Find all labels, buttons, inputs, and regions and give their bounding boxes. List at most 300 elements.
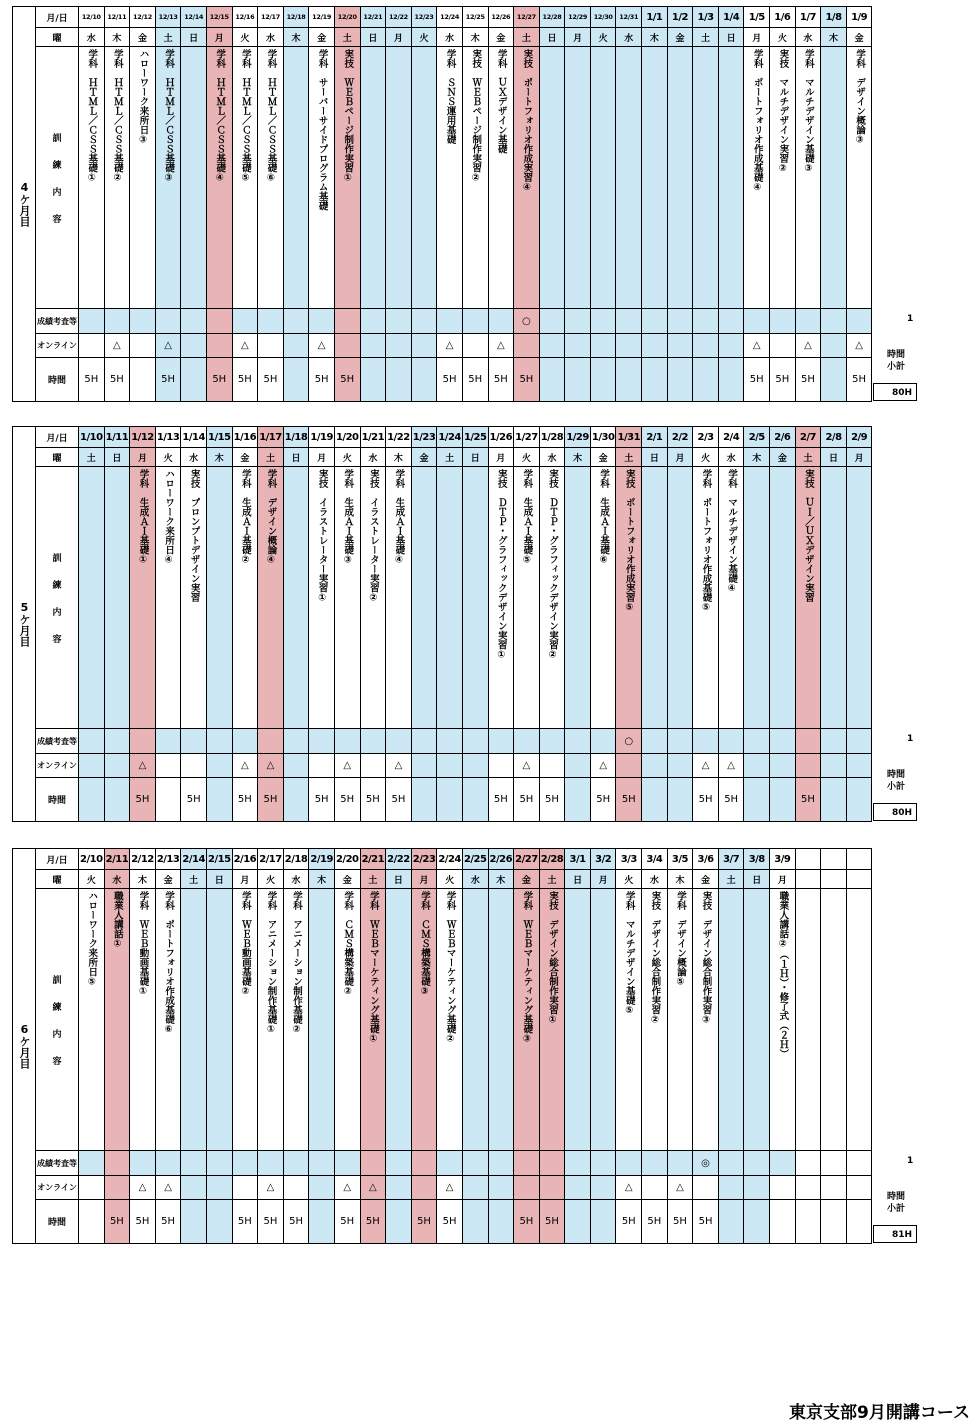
training-content: 学科 ＷＥＢ動画基礎① [137, 891, 149, 997]
date-cell: 1/3 [693, 7, 719, 28]
hours-cell [770, 778, 796, 822]
exam-cell [590, 729, 616, 754]
content-cell [334, 889, 360, 1151]
exam-cell [770, 729, 796, 754]
online-cell [616, 334, 642, 358]
content-cell [437, 467, 463, 729]
hours-cell: 5H [437, 358, 463, 402]
dow-cell: 土 [79, 448, 105, 467]
training-content: 実技 ＤＴＰ・グラフィックデザイン実習② [546, 469, 558, 661]
empty-cell [795, 849, 821, 870]
date-cell: 1/9 [846, 7, 872, 28]
hours-cell [539, 358, 565, 402]
row-label-content-char: 練 [52, 1002, 62, 1013]
content-cell [309, 47, 335, 309]
exam-cell [104, 729, 130, 754]
date-cell: 12/22 [386, 7, 412, 28]
online-cell: △ [616, 1176, 642, 1200]
online-cell [309, 1176, 335, 1200]
online-cell [206, 754, 232, 778]
online-cell: △ [437, 334, 463, 358]
online-cell [590, 1176, 616, 1200]
exam-cell [693, 729, 719, 754]
hours-cell: 5H [309, 358, 335, 402]
online-cell: △ [155, 1176, 181, 1200]
online-cell [437, 754, 463, 778]
content-cell [411, 889, 437, 1151]
row-label-date: 月/日 [36, 849, 79, 870]
exam-cell [667, 1151, 693, 1176]
hours-cell [411, 778, 437, 822]
content-cell [693, 467, 719, 729]
date-cell: 12/18 [283, 7, 309, 28]
online-cell [488, 754, 514, 778]
schedule-table [12, 848, 872, 1244]
row-label-content-char: 容 [52, 1056, 62, 1067]
date-cell: 12/11 [104, 7, 130, 28]
date-cell: 1/30 [590, 427, 616, 448]
content-cell [488, 47, 514, 309]
row-label-exam: 成績考査等 [36, 309, 79, 334]
exam-cell [539, 1151, 565, 1176]
subtotal-hours: 80H [873, 803, 917, 821]
date-cell: 12/25 [462, 7, 488, 28]
content-cell [155, 889, 181, 1151]
online-cell [283, 754, 309, 778]
date-cell: 3/6 [693, 849, 719, 870]
training-content: 学科 ＳＮＳ運用基礎 [444, 49, 456, 144]
hours-cell: 5H [846, 358, 872, 402]
hours-cell: 5H [258, 1200, 284, 1244]
row-label-content [36, 889, 79, 1151]
online-cell [565, 1176, 591, 1200]
dow-cell: 月 [130, 448, 156, 467]
exam-cell [334, 729, 360, 754]
date-cell: 12/13 [155, 7, 181, 28]
training-content: 学科 マルチデザイン基礎④ [726, 469, 738, 594]
exam-cell [79, 309, 105, 334]
training-content: 学科 ＨＴＭＬ／ＣＳＳ基礎⑥ [265, 49, 277, 184]
dow-cell: 土 [539, 870, 565, 889]
online-cell [462, 1176, 488, 1200]
training-content: 実技 ポートフォリオ作成実習④ [521, 49, 533, 193]
hours-cell: 5H [744, 358, 770, 402]
training-content: 学科 マルチデザイン基礎⑤ [623, 891, 635, 1016]
date-cell: 12/28 [539, 7, 565, 28]
content-cell [744, 467, 770, 729]
empty-cell [795, 1200, 821, 1244]
training-content: 学科 ＷＥＢ動画基礎② [239, 891, 251, 997]
date-cell: 2/7 [795, 427, 821, 448]
dow-cell: 月 [232, 870, 258, 889]
row-label-content-char: 訓 [52, 975, 62, 986]
dow-cell: 土 [718, 870, 744, 889]
online-cell [642, 1176, 668, 1200]
hours-cell: 5H [258, 358, 284, 402]
hours-cell: 5H [514, 358, 540, 402]
hours-cell [411, 358, 437, 402]
training-content: 実技 ＷＥＢページ制作実習① [342, 49, 354, 184]
date-cell: 12/29 [565, 7, 591, 28]
content-cell [386, 47, 412, 309]
dow-cell: 日 [642, 448, 668, 467]
date-cell: 2/24 [437, 849, 463, 870]
dow-cell: 月 [411, 870, 437, 889]
dow-cell: 日 [283, 448, 309, 467]
online-cell [539, 1176, 565, 1200]
month-label [13, 427, 36, 822]
subtotal-label-line1: 時間 [886, 350, 905, 360]
date-cell: 2/4 [718, 427, 744, 448]
exam-cell [539, 309, 565, 334]
hours-cell [693, 358, 719, 402]
dow-cell: 月 [590, 870, 616, 889]
row-label-date: 月/日 [36, 7, 79, 28]
content-cell [181, 467, 207, 729]
dow-cell: 火 [514, 448, 540, 467]
dow-cell: 日 [104, 448, 130, 467]
dow-cell: 月 [846, 448, 872, 467]
date-cell: 2/5 [744, 427, 770, 448]
content-cell [488, 467, 514, 729]
empty-cell [846, 1200, 872, 1244]
hours-cell: 5H [206, 358, 232, 402]
content-cell [130, 889, 156, 1151]
dow-cell: 月 [309, 448, 335, 467]
content-cell [360, 889, 386, 1151]
hours-cell [79, 1200, 105, 1244]
dow-cell: 月 [667, 448, 693, 467]
online-cell [283, 1176, 309, 1200]
dow-cell: 水 [616, 28, 642, 47]
dow-cell: 日 [821, 448, 847, 467]
hours-cell: 5H [514, 1200, 540, 1244]
content-cell [206, 889, 232, 1151]
exam-cell [744, 309, 770, 334]
online-cell: △ [437, 1176, 463, 1200]
hours-cell [770, 1200, 796, 1244]
date-cell: 1/13 [155, 427, 181, 448]
hours-cell: 5H [386, 778, 412, 822]
content-cell [565, 889, 591, 1151]
dow-cell: 木 [206, 448, 232, 467]
hours-cell [283, 358, 309, 402]
exam-cell [718, 309, 744, 334]
schedule-table [12, 426, 872, 822]
dow-cell: 水 [462, 870, 488, 889]
dow-cell: 日 [360, 28, 386, 47]
row-label-online: オンライン [36, 334, 79, 358]
subtotal-label [874, 1191, 918, 1215]
online-cell: △ [488, 334, 514, 358]
date-cell: 2/13 [155, 849, 181, 870]
dow-cell: 火 [334, 448, 360, 467]
exam-cell [411, 309, 437, 334]
online-cell [642, 334, 668, 358]
content-cell [130, 467, 156, 729]
date-cell: 1/25 [462, 427, 488, 448]
exam-cell [334, 1151, 360, 1176]
exam-cell [616, 309, 642, 334]
date-cell: 12/31 [616, 7, 642, 28]
date-cell: 1/18 [283, 427, 309, 448]
training-content: 学科 ＷＥＢマーケティング基礎① [367, 891, 379, 1045]
dow-cell: 金 [130, 28, 156, 47]
date-cell: 2/20 [334, 849, 360, 870]
online-cell [693, 334, 719, 358]
online-cell: △ [258, 1176, 284, 1200]
dow-cell: 水 [258, 28, 284, 47]
training-content: 学科 ポートフォリオ作成基礎④ [751, 49, 763, 193]
month-label [13, 7, 36, 402]
row-label-content-char: 練 [52, 580, 62, 591]
online-cell [360, 754, 386, 778]
date-cell: 12/27 [514, 7, 540, 28]
exam-cell [539, 729, 565, 754]
hours-cell [386, 358, 412, 402]
online-cell [411, 754, 437, 778]
dow-cell: 金 [693, 870, 719, 889]
content-cell [232, 47, 258, 309]
dow-cell: 金 [846, 28, 872, 47]
content-cell [718, 889, 744, 1151]
hours-cell: 5H [437, 1200, 463, 1244]
online-cell [616, 754, 642, 778]
training-content: 学科 生成ＡＩ基礎⑤ [521, 469, 533, 566]
content-cell [386, 889, 412, 1151]
training-content: 学科 ＨＴＭＬ／ＣＳＳ基礎② [111, 49, 123, 184]
dow-cell: 月 [206, 28, 232, 47]
hours-cell: 5H [590, 778, 616, 822]
content-cell [258, 467, 284, 729]
date-cell: 12/12 [130, 7, 156, 28]
online-cell: △ [693, 754, 719, 778]
dow-cell: 火 [155, 448, 181, 467]
content-cell [437, 889, 463, 1151]
content-cell [590, 889, 616, 1151]
exam-cell [283, 1151, 309, 1176]
exam-cell [104, 1151, 130, 1176]
training-content: 学科 サーバーサイドプログラム基礎 [316, 49, 328, 211]
exam-cell [795, 309, 821, 334]
hours-cell: 5H [283, 1200, 309, 1244]
content-cell [539, 47, 565, 309]
online-cell [821, 334, 847, 358]
content-cell [667, 467, 693, 729]
content-cell [104, 47, 130, 309]
dow-cell: 日 [539, 28, 565, 47]
dow-cell: 水 [283, 870, 309, 889]
content-cell [488, 889, 514, 1151]
date-cell: 1/31 [616, 427, 642, 448]
date-cell: 2/18 [283, 849, 309, 870]
online-cell [770, 1176, 796, 1200]
month-label-text: 5ケ月目 [18, 601, 31, 647]
hours-cell [104, 778, 130, 822]
row-label-hours: 時間 [36, 358, 79, 402]
hours-cell [488, 1200, 514, 1244]
hours-cell [130, 358, 156, 402]
content-cell [642, 47, 668, 309]
dow-cell: 金 [309, 28, 335, 47]
date-cell: 2/19 [309, 849, 335, 870]
exam-cell [386, 729, 412, 754]
exam-cell [770, 1151, 796, 1176]
row-label-date: 月/日 [36, 427, 79, 448]
exam-cell [462, 729, 488, 754]
dow-cell: 木 [130, 870, 156, 889]
hours-cell [360, 358, 386, 402]
date-cell: 12/23 [411, 7, 437, 28]
training-content: ハローワーク来所日③ [137, 49, 149, 146]
online-cell [334, 334, 360, 358]
content-cell [590, 47, 616, 309]
date-cell: 1/7 [795, 7, 821, 28]
date-cell: 3/2 [590, 849, 616, 870]
date-cell: 12/24 [437, 7, 463, 28]
training-content: 実技 マルチデザイン実習② [777, 49, 789, 174]
online-cell: △ [309, 334, 335, 358]
content-cell [232, 467, 258, 729]
date-cell: 1/21 [360, 427, 386, 448]
training-content: 学科 ＣＭＳ構築基礎③ [419, 891, 431, 997]
online-cell [539, 334, 565, 358]
empty-cell [821, 889, 847, 1151]
exam-cell [155, 1151, 181, 1176]
empty-cell [846, 870, 872, 889]
hours-cell: 5H [232, 358, 258, 402]
online-cell [667, 754, 693, 778]
exam-cell [206, 309, 232, 334]
date-cell: 2/2 [667, 427, 693, 448]
exam-cell [488, 729, 514, 754]
dow-cell: 水 [642, 870, 668, 889]
subtotal-label-line1: 時間 [886, 1192, 905, 1202]
dow-cell: 水 [539, 448, 565, 467]
content-cell [770, 889, 796, 1151]
exam-cell [590, 1151, 616, 1176]
hours-cell [590, 1200, 616, 1244]
online-cell [360, 334, 386, 358]
content-cell [334, 467, 360, 729]
hours-cell: 5H [155, 1200, 181, 1244]
exam-cell [79, 1151, 105, 1176]
content-cell [821, 467, 847, 729]
content-cell [258, 47, 284, 309]
hours-cell [462, 1200, 488, 1244]
exam-cell [181, 309, 207, 334]
hours-cell: 5H [232, 778, 258, 822]
date-cell: 1/15 [206, 427, 232, 448]
content-cell [181, 889, 207, 1151]
exam-cell [462, 309, 488, 334]
online-cell: △ [744, 334, 770, 358]
online-cell [744, 754, 770, 778]
exam-cell [309, 309, 335, 334]
training-content: 学科 ＨＴＭＬ／ＣＳＳ基礎③ [163, 49, 175, 184]
dow-cell: 木 [642, 28, 668, 47]
date-cell: 1/17 [258, 427, 284, 448]
date-cell: 1/28 [539, 427, 565, 448]
dow-cell: 土 [514, 28, 540, 47]
online-cell [258, 334, 284, 358]
date-cell: 1/4 [718, 7, 744, 28]
hours-cell: 5H [795, 358, 821, 402]
online-cell [79, 754, 105, 778]
online-cell: △ [334, 754, 360, 778]
hours-cell [667, 358, 693, 402]
online-cell: △ [846, 334, 872, 358]
dow-cell: 土 [181, 870, 207, 889]
row-label-online: オンライン [36, 754, 79, 778]
exam-cell [79, 729, 105, 754]
date-cell: 1/1 [642, 7, 668, 28]
row-label-content-char: 内 [52, 607, 62, 618]
date-cell: 2/21 [360, 849, 386, 870]
training-content: 実技 デザイン総合制作実習② [649, 891, 661, 1026]
date-cell: 12/19 [309, 7, 335, 28]
exam-count: 1 [907, 1156, 914, 1166]
dow-cell: 日 [386, 870, 412, 889]
online-cell: △ [360, 1176, 386, 1200]
date-cell: 12/14 [181, 7, 207, 28]
exam-cell [565, 1151, 591, 1176]
content-cell [462, 467, 488, 729]
training-content: 学科 生成ＡＩ基礎② [239, 469, 251, 566]
hours-cell: 5H [693, 1200, 719, 1244]
dow-cell: 木 [667, 870, 693, 889]
training-content: 学科 デザイン概論⑤ [674, 891, 686, 988]
date-cell: 2/25 [462, 849, 488, 870]
training-content: 学科 生成ＡＩ基礎⑥ [598, 469, 610, 566]
hours-cell [616, 358, 642, 402]
hours-cell [565, 358, 591, 402]
dow-cell: 月 [744, 28, 770, 47]
row-label-dow: 曜 [36, 28, 79, 47]
date-cell: 1/8 [821, 7, 847, 28]
content-cell [79, 889, 105, 1151]
subtotal-label-line2: 小計 [886, 1204, 905, 1214]
subtotal-label-line2: 小計 [886, 362, 905, 372]
date-cell: 2/28 [539, 849, 565, 870]
content-cell [821, 47, 847, 309]
content-cell [104, 467, 130, 729]
online-cell [206, 334, 232, 358]
empty-cell [821, 1151, 847, 1176]
date-cell: 3/5 [667, 849, 693, 870]
content-cell [79, 467, 105, 729]
training-content: 学科 デザイン概論③ [854, 49, 866, 146]
online-cell [283, 334, 309, 358]
online-cell [795, 754, 821, 778]
online-cell [667, 334, 693, 358]
online-cell [155, 754, 181, 778]
hours-cell: 5H [642, 1200, 668, 1244]
dow-cell: 木 [104, 28, 130, 47]
month-label [13, 849, 36, 1244]
online-cell [181, 1176, 207, 1200]
hours-cell: 5H [360, 1200, 386, 1244]
content-cell [283, 47, 309, 309]
content-cell [795, 47, 821, 309]
online-cell [693, 1176, 719, 1200]
content-cell [104, 889, 130, 1151]
online-cell [79, 334, 105, 358]
row-label-exam: 成績考査等 [36, 729, 79, 754]
date-cell: 2/17 [258, 849, 284, 870]
date-cell: 2/15 [206, 849, 232, 870]
exam-cell [181, 729, 207, 754]
